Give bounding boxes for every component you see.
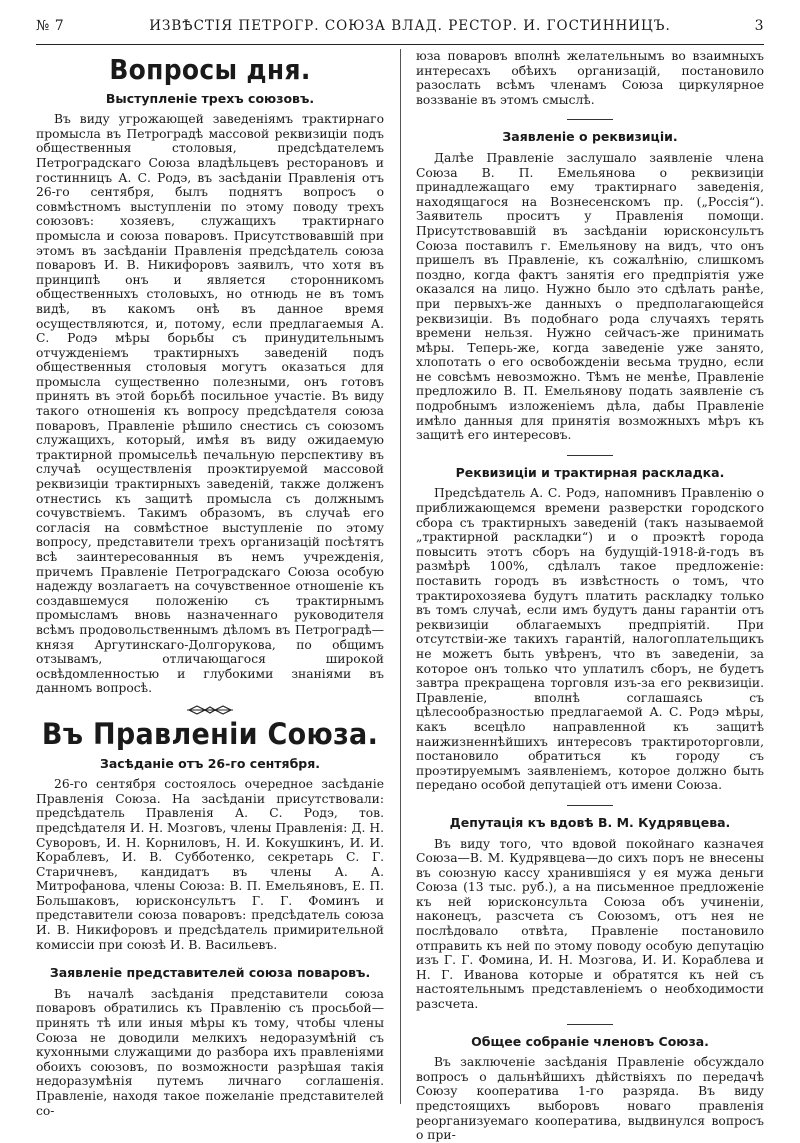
section-heading-questions: Вопросы дня. (109, 53, 311, 86)
article-body-requisition: Далѣе Правленіе заслушало заявленіе члена Союза В. П. Емельянова о реквизиціи принадлежащаго ему трактирнаго заведенія, находящагося на Вознесенскомъ пр. („Россія“). Заявитель проситъ у Правленія помощи. Присутствовавшій въ засѣданіи юрисконсультъ Союза поставилъ г. Емельянову на видъ, что онъ пришелъ въ Правленіе, къ сожалѣнію, слишкомъ поздно, когда фактъ занятія его предпріятія уже оказался на лицо. Нужно было это сдѣлать ранѣе, при первыхъ-же данныхъ о предполагающейся реквизиціи. Въ подобнаго рода случаяхъ терять времени нельзя. Нужно сейчасъ-же принимать мѣры. Теперь-же, когда заведеніе уже занято, хлопотать о его освобожденіи весьма трудно, если не совсѣмъ невозможно. Тѣмъ не менѣе, Правленіе предложило В. П. Емельянову подать заявленіе съ подробнымъ изложеніемъ дѣла, дабы Правленіе имѣло данныя для принятія возможныхъ мѣръ къ защитѣ его интересовъ. (416, 150, 764, 443)
column-divider (400, 49, 401, 1104)
article-title-levy: Реквизиціи и трактирная раскладка. (455, 464, 725, 480)
columns (36, 49, 764, 1143)
article-title-meeting: Засѣданіе отъ 26-го сентября. (99, 755, 321, 771)
article-body-cooks-statement: Въ началѣ засѣданія представители союза поваровъ обратились къ Правленію съ просьбой—принять тѣ или иныя мѣры къ тому, чтобы члены Союза не доводили мелкихъ недоразумѣній съ кухонными служащими до разбора ихъ правленіями обоихъ союзовъ, по возможности разрѣшая такія недоразумѣнія путемъ личнаго соглашенія. Правленіе, находя такое пожеланіе представителей со- (36, 986, 384, 1118)
ornament-divider (36, 704, 384, 714)
article-body-levy: Предсѣдатель А. С. Родэ, напомнивъ Правленію о приближающемся времени разверстки городского сбора съ трактирныхъ заведеній (такъ называемой „трактирной раскладки“) и о проэктѣ города повысить этотъ сборъ на будущій-1918-й-годъ въ размѣрѣ 100%, сдѣлалъ такое предложеніе: поставить городъ въ извѣстность о томъ, что трактирохозяева будутъ платить раскладку только въ томъ случаѣ, если имъ будутъ даны гарантіи отъ реквизиціи облагаемыхъ предпріятій. При отсутствіи-же такихъ гарантій, налогоплательщикъ не можетъ быть увѣренъ, что въ заведеніи, за которое онъ только что уплатилъ сборъ, не будетъ завтра прекращена торговля изъ-за его реквизиціи. Правленіе, вполнѣ соглашаясь съ цѣлесообразностью предлагаемой А. С. Родэ мѣры, какъ всецѣло направленной къ защитѣ наижизненнѣйшихъ интересовъ трактироторговли, постановило обратиться къ городу съ проэтируемымъ заявленіемъ, которое должно быть передано особой депутаціей отъ имени Союза. (416, 486, 764, 793)
short-rule (567, 1024, 613, 1025)
article-body-general-meeting: Въ заключеніе засѣданія Правленіе обсуждало вопросъ о дальнѣйшихъ дѣйствіяхъ по передачѣ Союзу кооператива 1-го разряда. Въ виду предстоящихъ выборовъ новаго правленія реорганизуемаго кооператива, выдвинулся вопросъ о при- (416, 1055, 764, 1143)
article-body-three-unions: Въ виду угрожающей заведеніямъ трактирнаго промысла въ Петроградѣ массовой реквизиціи подъ общественныя столовыя, предсѣдателемъ Петроградскаго Союза владѣльцевъ ресторановъ и гостинницъ А. С. Родэ, въ засѣданіи Правленія отъ 26-го сентября, былъ поднятъ вопросъ о совмѣстномъ выступленіи по этому поводу трехъ союзовъ: хозяевъ, служащихъ трактирнаго промысла и союза поваровъ. Присутствовавшій при этомъ въ засѣданіи Правленія предсѣдатель союза поваровъ И. В. Никифоровъ заявилъ, что хотя въ принципѣ онъ и является сторонникомъ общественныхъ столовыхъ, но отнюдь не въ томъ видѣ, въ какомъ онѣ въ данное время осуществляются, и, потому, если предлагаемыя А. С. Родэ мѣры борьбы съ принудительнымъ отчужденіемъ трактирныхъ заведеній подъ общественныя столовыя могутъ оказаться для промысла существенно полезными, онъ готовъ принять въ этой борьбѣ посильное участіе. Въ виду такого отношенія къ вопросу предсѣдателя союза поваровъ, Правленіе рѣшило снестись съ союзомъ служащихъ, который, имѣя въ виду ожидаемую трактирной промысельѣ печальную перспективу въ случаѣ осуществленія проэктируемой массовой реквизиціи трактирныхъ заведеній, также долженъ отнестись къ защитѣ промысла съ должнымъ сочувствіемъ. Такимъ образомъ, въ случаѣ его согласія на совмѣстное выступленіе по этому вопросу, представители трехъ организацій посѣтятъ всѣ заинтересованныя въ немъ учрежденія, причемъ Правленіе Петроградскаго Союза особую надежду возлагаетъ на сочувственное отношеніе къ создавшемуся положенію съ трактирнымъ промысламъ вновь назначеннаго руководителя всѣмъ продовольственнымъ дѣломъ въ Петроградѣ—князя Аргутинскаго-Долгорукова, по общимъ отзывамъ, отличающагося широкой освѣдомленностью и глубокими знаніями въ данномъ вопросѣ. (36, 112, 384, 696)
page-number: 3 (754, 18, 764, 34)
newspaper-page (36, 18, 764, 1143)
short-rule (567, 805, 613, 806)
article-title-deputation: Депутація къ вдовѣ В. М. Кудрявцева. (449, 814, 731, 830)
short-rule (567, 119, 613, 120)
issue-number: № 7 (36, 18, 65, 34)
short-rule (567, 455, 613, 456)
article-body-meeting: 26-го сентября состоялось очередное засѣданіе Правленія Союза. На засѣданіи присутствовали: предсѣдатель Правленія А. С. Родэ, тов. предсѣдателя И. Н. Мозговъ, члены Правленія: Д. Н. Суворовъ, И. Н. Корниловъ, Н. И. Кокушкинъ, И. И. Кораблевъ, И. В. Субботенко, секретарь С. Г. Старичневъ, кандидатъ въ члены А. А. Митрофанова, члены Союза: В. П. Емельяновъ, Е. П. Большаковъ, юрисконсультъ Г. Г. Фоминъ и представители союза поваровъ: предсѣдатель союза И. В. Никифоровъ и предсѣдатель примирительной комиссіи при союзѣ И. В. Васильевъ. (36, 777, 384, 952)
article-title-cooks-statement: Заявленіе представителей союза поваровъ. (49, 965, 371, 981)
article-body-deputation: Въ виду того, что вдовой покойнаго казначея Союза—В. М. Кудрявцева—до сихъ поръ не внесены въ союзную кассу хранившіяся у ея мужа деньги Союза (13 тыс. руб.), а на письменное предложеніе къ ней юрисконсульта Союза объ учиненіи, наконецъ, разсчета съ Союзомъ, отъ нея не послѣдовало отвѣта, Правленіе постановило отправить къ ней по этому поводу особую депутацію изъ Г. Г. Фомина, И. Н. Мозгова, И. И. Кораблева и Н. Г. Иванова которые и обратятся къ ней съ настоятельнымъ представленіемъ о необходимости разсчета. (416, 836, 764, 1012)
article-body-cooks-continued: юза поваровъ вполнѣ желательнымъ во взаимныхъ интересахъ обѣихъ организацій, постановило разослать всѣмъ членамъ Союза циркулярное воззваніе въ этомъ смыслѣ. (416, 49, 764, 107)
publication-title: ИЗВѢСТІЯ ПЕТРОГР. СОЮЗА ВЛАД. РЕСТОР. И. ГОСТИННИЦЪ. (149, 18, 671, 34)
page-header (36, 18, 764, 45)
article-title-three-unions: Выступленіе трехъ союзовъ. (105, 90, 315, 106)
left-column (36, 49, 384, 1143)
article-title-general-meeting: Общее собраніе членовъ Союза. (471, 1033, 709, 1049)
article-title-requisition: Заявленіе о реквизиціи. (502, 129, 678, 145)
right-column (416, 49, 764, 1143)
section-heading-board: Въ Правленіи Союза. (41, 717, 379, 752)
